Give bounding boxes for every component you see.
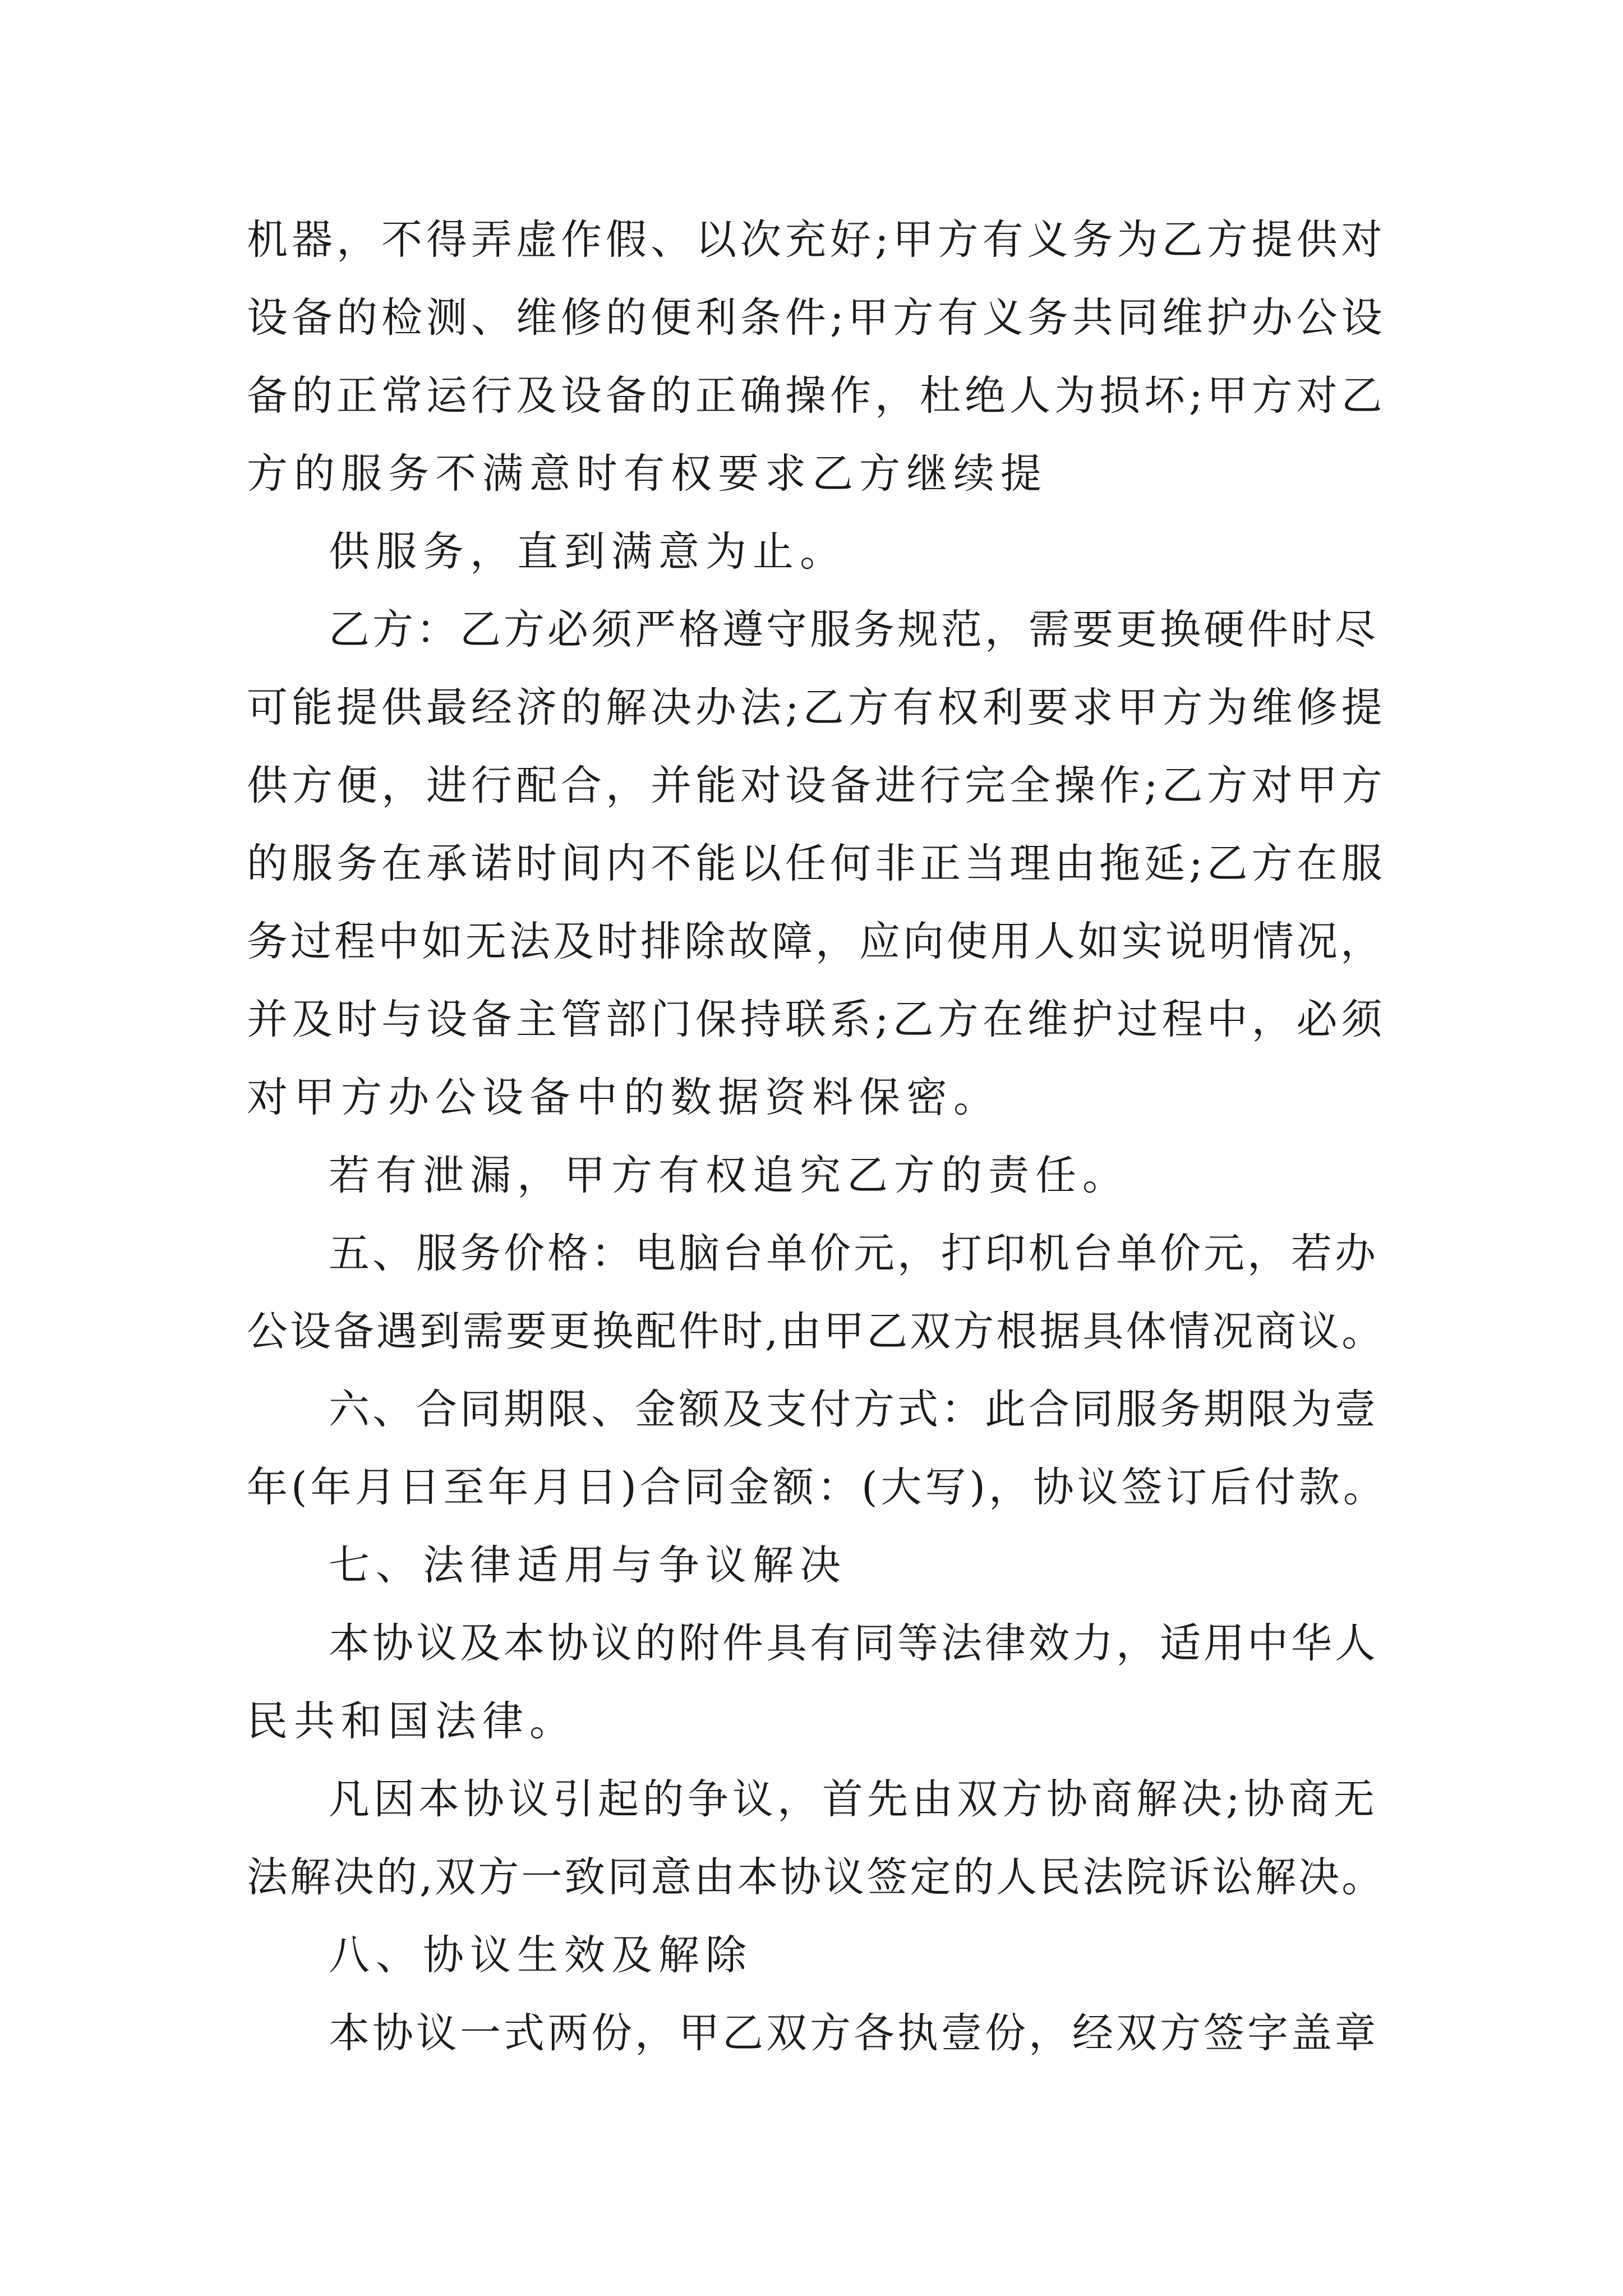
text-line: 本协议一式两份，甲乙双方各执壹份，经双方签字盖章 (329, 2009, 1378, 2057)
contract-body-text (247, 201, 1391, 2072)
text-line: 凡因本协议引起的争议，首先由双方协商解决;协商无 (329, 1775, 1378, 1823)
text-line: 对甲方办公设备中的数据资料保密。 (247, 1074, 1000, 1121)
text-line: 年(年月日至年月日)合同金额：(大写)，协议签订后付款。 (247, 1464, 1387, 1511)
text-line: 乙方：乙方必须严格遵守服务规范，需要更换硬件时尽 (329, 606, 1378, 654)
text-line: 机器，不得弄虚作假、以次充好;甲方有义务为乙方提供对 (247, 216, 1386, 264)
text-line: 法解决的,双方一致同意由本协议签定的人民法院诉讼解决。 (247, 1853, 1385, 1901)
text-line: 务过程中如无法及时排除故障，应向使用人如实说明情况， (247, 918, 1384, 965)
text-line: 的服务在承诺时间内不能以任何非正当理由拖延;乙方在服 (247, 840, 1386, 887)
text-line: 民共和国法律。 (247, 1697, 577, 1745)
text-line: 备的正常运行及设备的正确操作，杜绝人为损坏;甲方对乙 (247, 372, 1386, 420)
section-six-heading: 六、合同期限、金额及支付方式：此合同服务期限为壹 (329, 1386, 1378, 1433)
text-line: 供服务，直到满意为止。 (329, 528, 847, 576)
text-line: 本协议及本协议的附件具有同等法律效力，适用中华人 (329, 1619, 1378, 1667)
section-seven-heading: 七、法律适用与争议解决 (329, 1542, 847, 1589)
text-line: 若有泄漏，甲方有权追究乙方的责任。 (329, 1152, 1129, 1199)
section-five-heading: 五、服务价格：电脑台单价元，打印机台单价元，若办 (329, 1230, 1378, 1277)
text-line: 方的服务不满意时有权要求乙方继续提 (247, 450, 1048, 498)
text-line: 公设备遇到需要更换配件时,由甲乙双方根据具体情况商议。 (247, 1308, 1385, 1355)
text-line: 设备的检测、维修的便利条件;甲方有义务共同维护办公设 (247, 294, 1386, 342)
section-eight-heading: 八、协议生效及解除 (329, 1931, 753, 1979)
text-line: 并及时与设备主管部门保持联系;乙方在维护过程中，必须 (247, 996, 1386, 1043)
text-line: 供方便，进行配合，并能对设备进行完全操作;乙方对甲方 (247, 762, 1386, 809)
text-line: 可能提供最经济的解决办法;乙方有权利要求甲方为维修提 (247, 684, 1386, 731)
